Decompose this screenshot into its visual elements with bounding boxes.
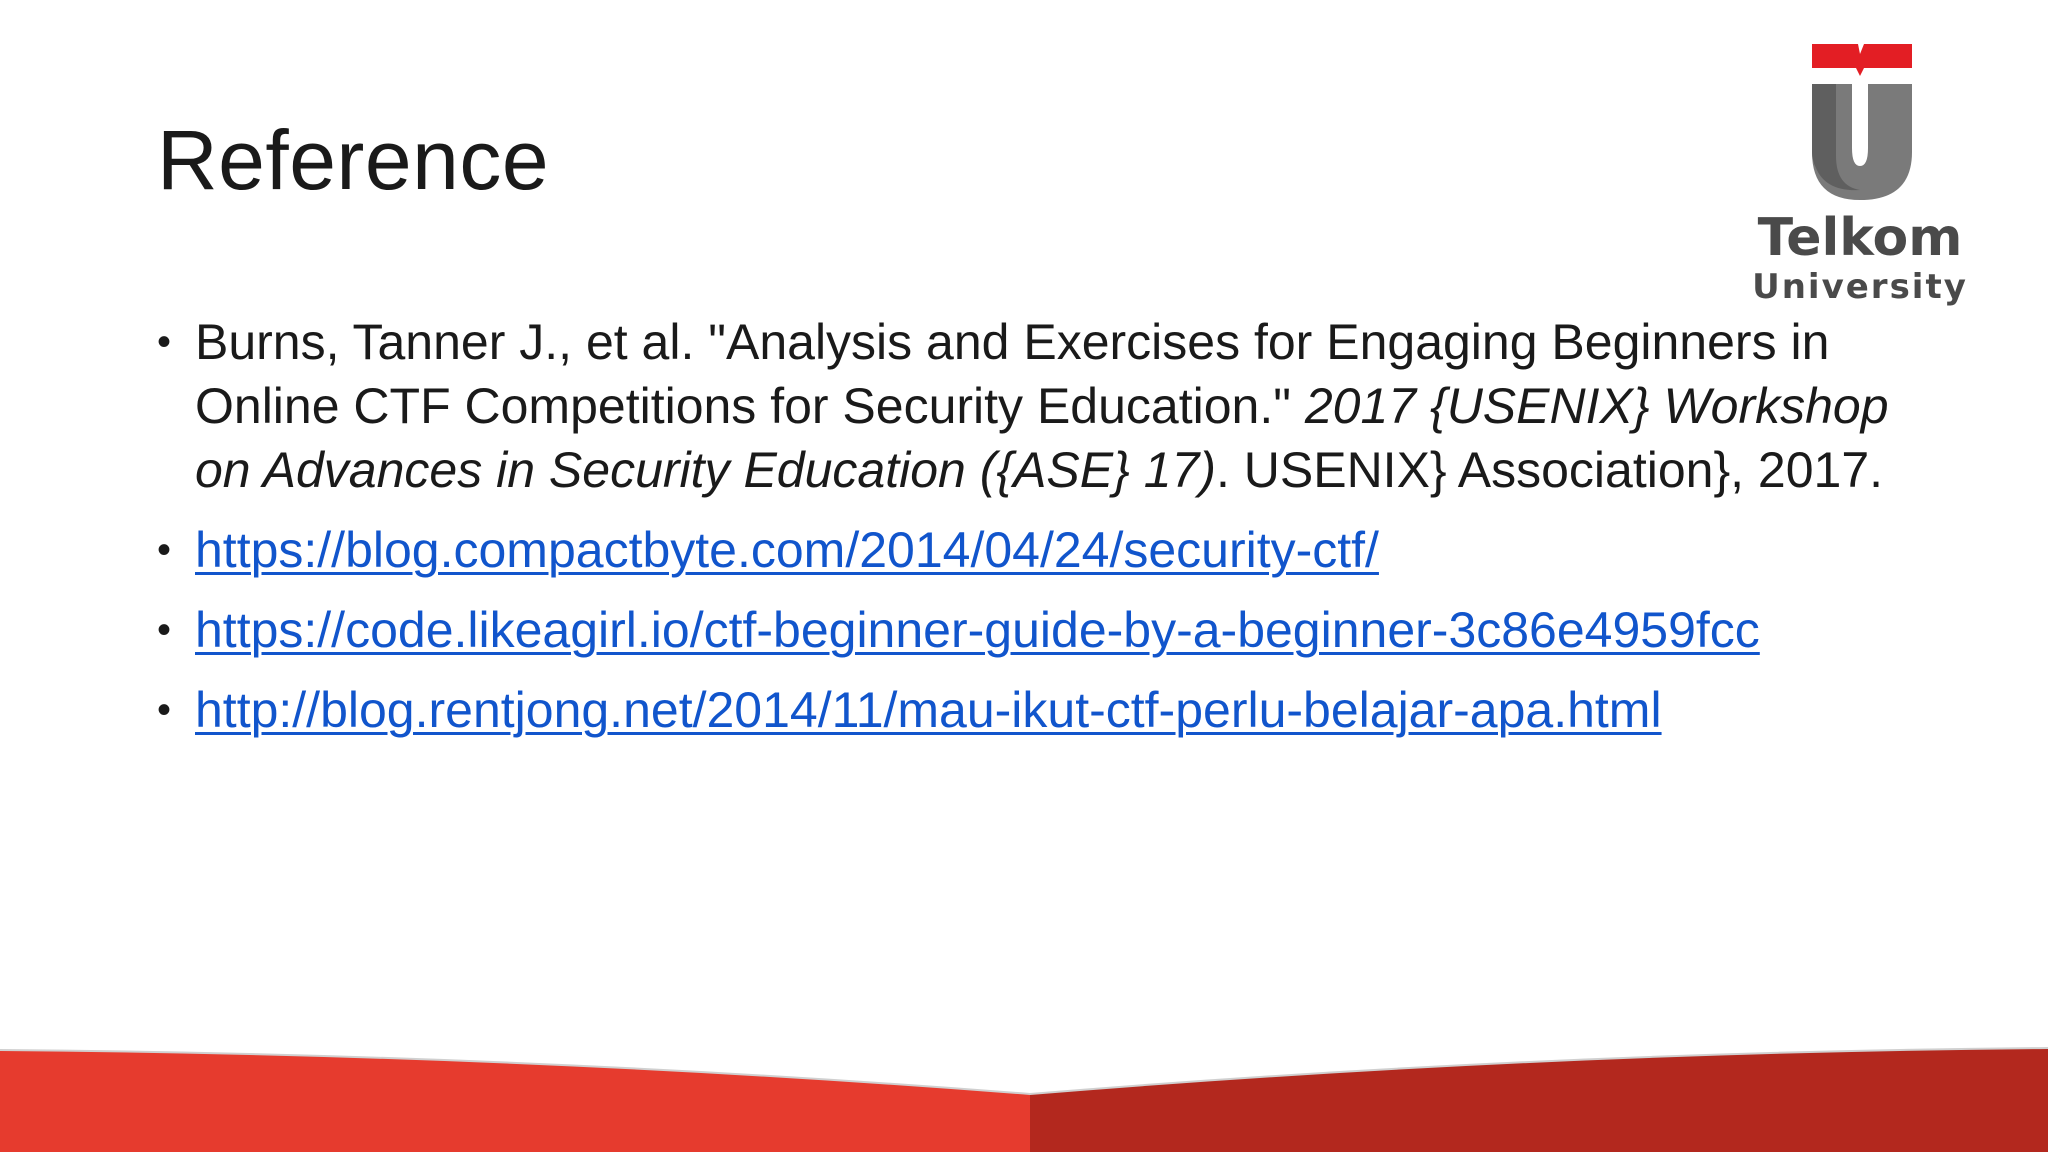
list-item [157,598,1917,662]
bullet: • [157,528,172,572]
bullet: • [157,608,172,652]
citation-tail: . USENIX} Association}, 2017. [1215,442,1884,498]
citation-venue: 2017 {USENIX} Workshop on Advances in Security Education ({ASE} 17) [195,378,1889,498]
telkom-university-logo [1740,40,1980,310]
list-item [157,518,1917,582]
reference-link[interactable]: http://blog.rentjong.net/2014/11/mau-ikut-ctf-perlu-belajar-apa.html [195,682,1662,738]
bottom-decorative-band [0,1022,2048,1152]
citation-text: Burns, Tanner J., et al. "Analysis and Exercises for Engaging Beginners in Online CTF Competitions for Security Education." [195,314,1830,434]
logo-subwordmark: University [1752,267,1968,307]
logo-wordmark: Telkom [1757,208,1963,268]
logo-emblem-icon [1740,40,1980,210]
reference-link[interactable]: https://blog.compactbyte.com/2014/04/24/security-ctf/ [195,522,1379,578]
slide-title: Reference [157,113,550,207]
list-item [157,310,1917,502]
bullet: • [157,688,172,732]
bullet: • [157,320,172,364]
reference-link[interactable]: https://code.likeagirl.io/ctf-beginner-guide-by-a-beginner-3c86e4959fcc [195,602,1760,658]
list-item [157,678,1917,742]
reference-list [157,310,1917,758]
